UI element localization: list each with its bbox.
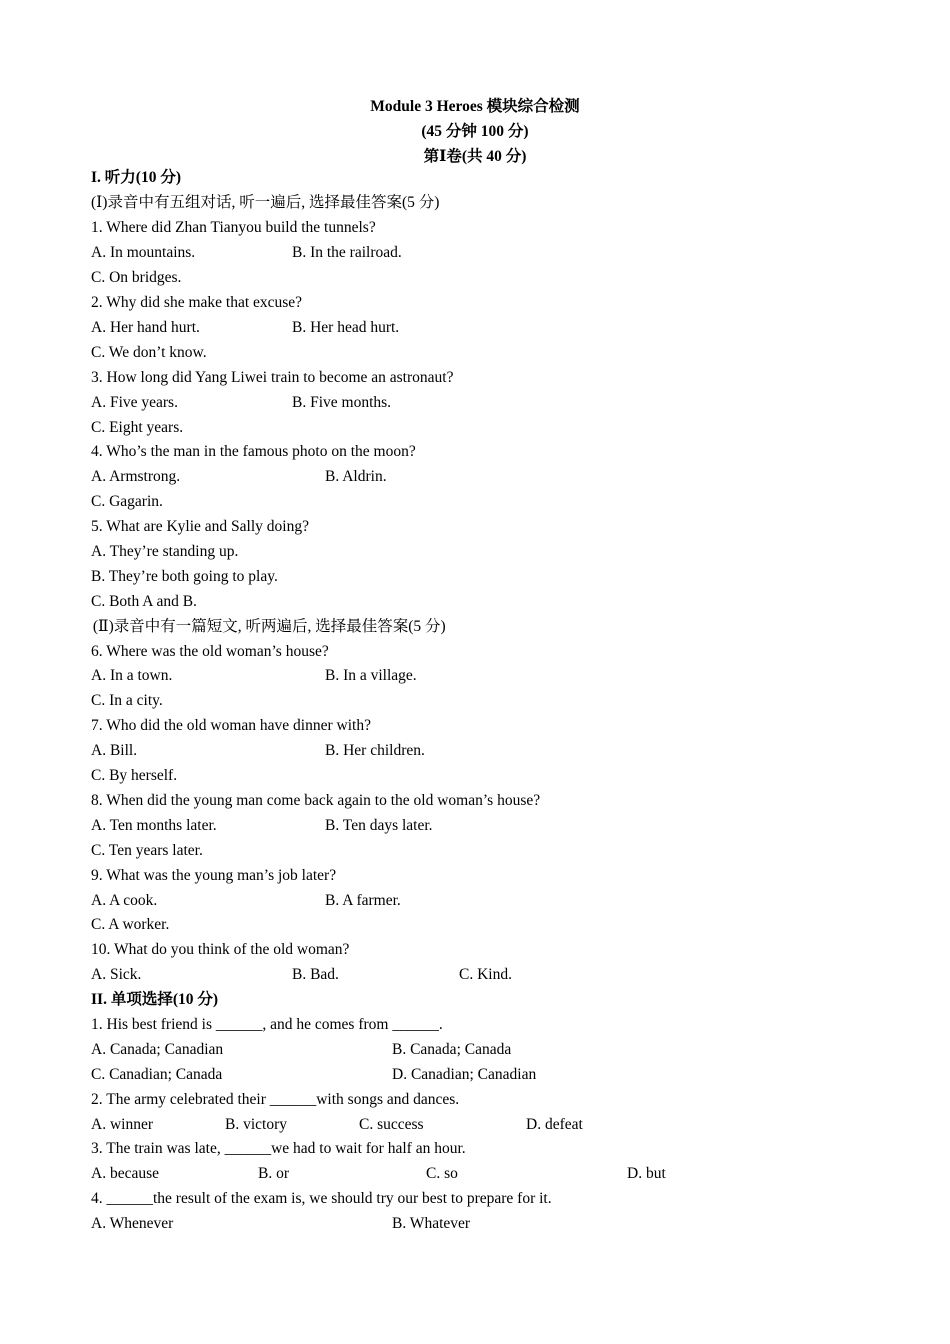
option-a: A. Armstrong.	[91, 468, 181, 485]
option-a: A. Whenever	[91, 1215, 174, 1232]
option-c: C. Ten years later.	[91, 842, 203, 859]
question-text: 2. The army celebrated their ______with songs and dances.	[91, 1091, 460, 1108]
option-a: A. Five years.	[91, 394, 178, 411]
option-b: B. A farmer.	[325, 892, 401, 909]
question-text: 7. Who did the old woman have dinner with?	[91, 717, 371, 734]
option-c: C. so	[426, 1165, 458, 1182]
option-a: A. Canada; Canadian	[91, 1041, 224, 1058]
option-a: A. In a town.	[91, 667, 173, 684]
question-text: 8. When did the young man come back again to the old woman’s house?	[91, 792, 541, 809]
option-b: B. Ten days later.	[325, 817, 433, 834]
option-b: B. or	[258, 1165, 289, 1182]
option-a: A. winner	[91, 1116, 153, 1133]
option-c: C. Canadian; Canada	[91, 1066, 223, 1083]
question-text: 10. What do you think of the old woman?	[91, 941, 350, 958]
option-b: B. Whatever	[392, 1215, 471, 1232]
section-1-heading: I. 听力(10 分)	[91, 169, 181, 186]
option-c: C. We don’t know.	[91, 344, 207, 361]
option-b: B. In the railroad.	[292, 244, 402, 261]
option-c: C. On bridges.	[91, 269, 182, 286]
option-c: C. Gagarin.	[91, 493, 163, 510]
option-c: C. In a city.	[91, 692, 163, 709]
option-b: B. victory	[225, 1116, 287, 1133]
option-b: B. Aldrin.	[325, 468, 387, 485]
question-text: 4. ______the result of the exam is, we should try our best to prepare for it.	[91, 1190, 552, 1207]
option-d: D. Canadian; Canadian	[392, 1066, 537, 1083]
section-2-heading: II. 单项选择(10 分)	[91, 991, 219, 1008]
option-a: A. Ten months later.	[91, 817, 217, 834]
question-text: 3. How long did Yang Liwei train to become an astronaut?	[91, 369, 454, 386]
option-d: D. but	[627, 1165, 666, 1182]
option-d: D. defeat	[526, 1116, 583, 1133]
question-text: 1. Where did Zhan Tianyou build the tunnels?	[91, 219, 376, 236]
option-c: C. success	[359, 1116, 424, 1133]
option-a: A. Bill.	[91, 742, 138, 759]
question-text: 9. What was the young man’s job later?	[91, 867, 337, 884]
option-a: A. They’re standing up.	[91, 543, 239, 560]
option-b: B. Her children.	[325, 742, 425, 759]
option-c: C. Kind.	[459, 966, 512, 983]
question-text: 4. Who’s the man in the famous photo on the moon?	[91, 443, 416, 460]
option-c: C. By herself.	[91, 767, 178, 784]
part-1-instruction: (Ⅰ)录音中有五组对话, 听一遍后, 选择最佳答案(5 分)	[91, 194, 440, 211]
question-text: 3. The train was late, ______we had to wait for half an hour.	[91, 1140, 466, 1157]
option-c: C. Eight years.	[91, 419, 184, 436]
option-a: A. because	[91, 1165, 159, 1182]
document-title: Module 3 Heroes 模块综合检测	[370, 98, 580, 115]
option-b: B. Five months.	[292, 394, 392, 411]
option-c: C. A worker.	[91, 916, 170, 933]
option-a: A. Her hand hurt.	[91, 319, 200, 336]
question-text: 5. What are Kylie and Sally doing?	[91, 518, 309, 535]
option-b: B. Canada; Canada	[392, 1041, 512, 1058]
option-b: B. They’re both going to play.	[91, 568, 278, 585]
part-2-instruction: (Ⅱ)录音中有一篇短文, 听两遍后, 选择最佳答案(5 分)	[89, 618, 446, 635]
option-c: C. Both A and B.	[91, 593, 197, 610]
option-a: A. A cook.	[91, 892, 158, 909]
option-b: B. In a village.	[325, 667, 417, 684]
question-text: 2. Why did she make that excuse?	[91, 294, 303, 311]
question-text: 6. Where was the old woman’s house?	[91, 643, 329, 660]
option-a: A. Sick.	[91, 966, 142, 983]
option-a: A. In mountains.	[91, 244, 196, 261]
option-b: B. Bad.	[292, 966, 339, 983]
time-score-line: (45 分钟 100 分)	[421, 123, 529, 140]
volume-heading: 第Ⅰ卷(共 40 分)	[423, 148, 527, 165]
question-text: 1. His best friend is ______, and he comes from ______.	[91, 1016, 443, 1033]
option-b: B. Her head hurt.	[292, 319, 400, 336]
